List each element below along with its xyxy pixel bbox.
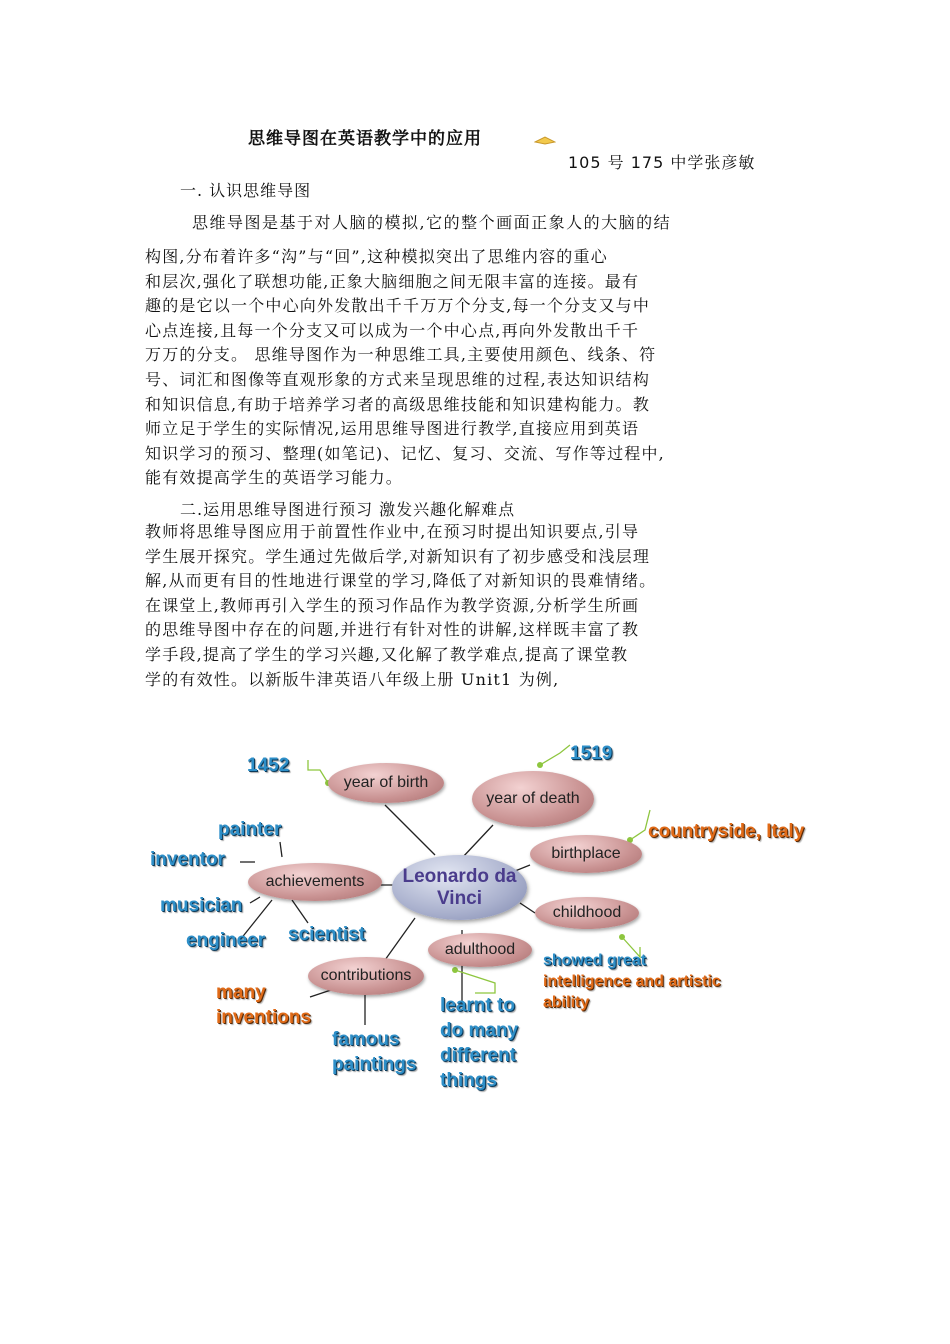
paragraph-line: 师立足于学生的实际情况,运用思维导图进行教学,直接应用到英语 [145, 419, 640, 439]
paragraph-line: 万万的分支。 思维导图作为一种思维工具,主要使用颜色、线条、符 [145, 345, 657, 365]
node-year-of-death: year of death [472, 771, 594, 827]
leaf-many-inventions: many inventions [216, 982, 312, 1028]
node-achievements: achievements [248, 863, 382, 901]
leaf-engineer: engineer [186, 930, 266, 951]
childhood-value-line: ability [543, 994, 590, 1011]
leaf-musician: musician [160, 895, 243, 916]
paragraph-line: 心点连接,且每一个分支又可以成为一个中心点,再向外发散出千千 [145, 320, 640, 340]
paragraph-line: 构图,分布着许多“沟”与“回”,这种模拟突出了思维内容的重心 [145, 247, 608, 266]
childhood-value-line: intelligence and artistic [543, 973, 721, 990]
section-1-heading: 一. 认识思维导图 [180, 181, 312, 200]
leaf-inventor: inventor [150, 849, 225, 870]
leaf-adulthood-value: learnt to do many different things [440, 995, 519, 1091]
leaf-famous-paintings: famous paintings [332, 1029, 417, 1075]
paragraph-line: 学的有效性。以新版牛津英语八年级上册 Unit1 为例, [145, 669, 560, 689]
paragraph-line: 学生展开探究。学生通过先做后学,对新知识有了初步感受和浅层理 [145, 546, 651, 566]
author-line: 105 号 175 中学张彦敏 [568, 153, 756, 172]
leaf-scientist: scientist [288, 924, 366, 945]
section-2-paragraph [145, 520, 825, 692]
paragraph-line: 和知识信息,有助于培养学习者的高级思维技能和知识建构能力。教 [145, 394, 651, 414]
paragraph-line: 学手段,提高了学生的学习兴趣,又化解了教学难点,提高了课堂教 [145, 644, 629, 664]
node-contributions: contributions [308, 957, 424, 995]
section-1-paragraph [145, 245, 825, 491]
mind-map [140, 735, 820, 1185]
decorative-hat-icon [534, 135, 556, 145]
node-adulthood: adulthood [428, 933, 532, 967]
paragraph-line: 知识学习的预习、整理(如笔记)、记忆、复习、交流、写作等过程中, [145, 443, 665, 463]
paragraph-line: 的思维导图中存在的问题,并进行有针对性的讲解,这样既丰富了教 [145, 620, 640, 640]
section-2-heading: 二.运用思维导图进行预习 激发兴趣化解难点 [180, 500, 516, 519]
document-title: 思维导图在英语教学中的应用 [248, 129, 482, 149]
paragraph-line: 能有效提高学生的英语学习能力。 [145, 468, 404, 488]
leaf-birth-year: 1452 [247, 755, 290, 776]
paragraph-line: 教师将思维导图应用于前置性作业中,在预习时提出知识要点,引导 [145, 522, 640, 541]
section-1-first-line: 思维导图是基于对人脑的模拟,它的整个画面正象人的大脑的结 [192, 213, 672, 232]
node-year-of-birth: year of birth [328, 763, 444, 803]
paragraph-line: 和层次,强化了联想功能,正象大脑细胞之间无限丰富的连接。最有 [145, 271, 640, 291]
center-node: Leonardo da Vinci [392, 855, 527, 920]
paragraph-line: 趣的是它以一个中心向外发散出千千万万个分支,每一个分支又与中 [145, 296, 651, 316]
leaf-death-year: 1519 [570, 743, 613, 764]
paragraph-line: 号、词汇和图像等直观形象的方式来呈现思维的过程,表达知识结构 [145, 369, 651, 389]
leaf-birthplace-value: countryside, Italy [648, 821, 805, 842]
node-birthplace: birthplace [530, 835, 642, 873]
leaf-painter: painter [218, 819, 282, 840]
paragraph-line: 在课堂上,教师再引入学生的预习作品作为教学资源,分析学生所画 [145, 595, 640, 615]
node-childhood: childhood [535, 897, 639, 929]
childhood-value-line: showed great [543, 952, 647, 969]
leaf-childhood-value [543, 950, 798, 1013]
paragraph-line: 解,从而更有目的性地进行课堂的学习,降低了对新知识的畏难情绪。 [145, 571, 657, 591]
